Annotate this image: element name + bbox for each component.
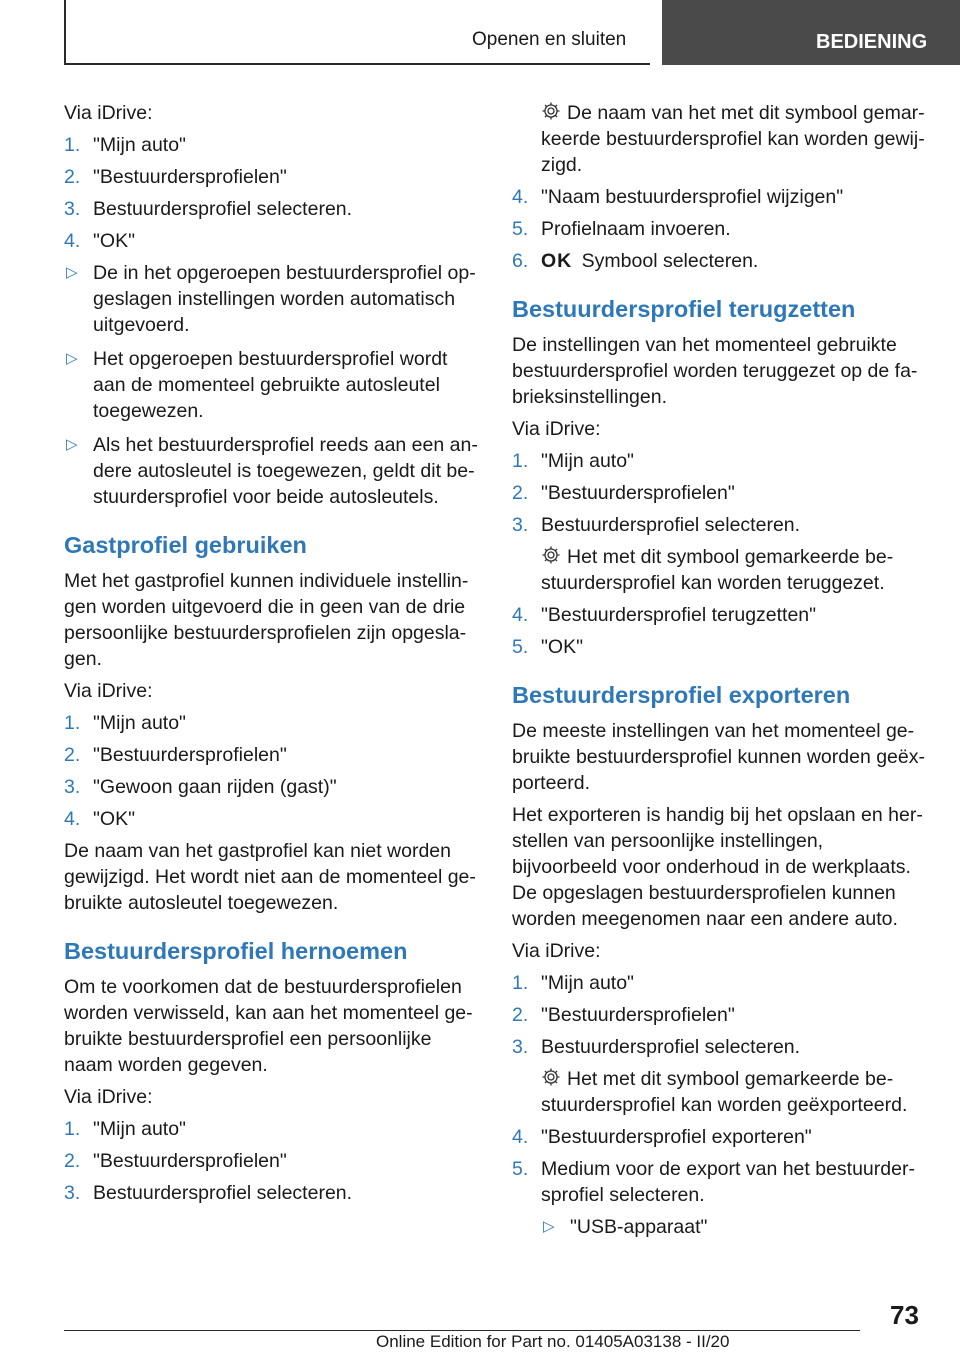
result-bullet: ▷ De in het opgeroepen bestuurdersprofiel opgeslagen instellingen worden automatisch uitgevoerd. (66, 262, 476, 336)
via-idrive-label: Via iDrive: (64, 1086, 153, 1108)
list-item: 5. "OK" (512, 636, 584, 658)
list-item: 4. "Bestuurdersprofiel exporteren" (512, 1126, 812, 1148)
list-item: 5. Medium voor de export van het bestuurdersprofiel selecteren. (512, 1158, 915, 1206)
footer-rule (64, 1330, 860, 1331)
via-idrive-label: Via iDrive: (512, 940, 601, 962)
triangle-right-icon: ▷ (543, 1218, 555, 1235)
via-idrive-label: Via iDrive: (64, 680, 153, 702)
list-item: 5. Profielnaam invoeren. (512, 218, 731, 240)
section-heading: Gastprofiel gebruiken (64, 532, 307, 558)
triangle-right-icon: ▷ (66, 350, 78, 367)
symbol-note: De naam van het met dit symbool gemarkeerde bestuurdersprofiel kan worden gewijzigd. (541, 102, 925, 176)
steps-list (512, 448, 926, 538)
gear-icon (541, 545, 561, 565)
header-left-rule (64, 0, 66, 64)
via-idrive-label: Via iDrive: (512, 418, 601, 440)
list-item: 1. "Mijn auto" (64, 712, 186, 734)
list-item: 3. Bestuurdersprofiel selecteren. (512, 514, 801, 536)
paragraph: Om te voorkomen dat de bestuurdersprofielen worden verwisseld, kan aan het momenteel gebruikte bestuurdersprofiel een persoonlijke naam worden gegeven. (64, 976, 473, 1076)
paragraph: De naam van het gastprofiel kan niet worden gewijzigd. Het wordt niet aan de momenteel gebruikte autosleutel toegewezen. (64, 840, 476, 914)
list-item: 3. Bestuurdersprofiel selecteren. (512, 1036, 801, 1058)
steps-list (512, 1124, 926, 1208)
steps-list (512, 184, 926, 274)
chapter-tab-label: BEDIENING (816, 31, 928, 53)
triangle-right-icon: ▷ (66, 436, 78, 453)
list-item: 3. "Gewoon gaan rijden (gast)" (64, 776, 337, 798)
paragraph: Het exporteren is handig bij het opslaan en herstellen van persoonlijke instellingen, bijvoorbeeld voor onderhoud in de werkplaats. De opgeslagen bestuurdersprofielen kunnen worden meegenomen naar een andere auto. (512, 804, 923, 930)
header-bottom-rule (64, 63, 650, 65)
list-item: 4. "OK" (64, 808, 136, 830)
list-item: 6. OK Symbool selecteren. (512, 250, 759, 272)
paragraph: Met het gastprofiel kunnen individuele instellingen worden uitgevoerd die in geen van de drie persoonlijke bestuurdersprofielen zijn opgeslagen. (64, 570, 469, 670)
list-item: 3. Bestuurdersprofiel selecteren. (64, 198, 353, 220)
chapter-tab (662, 0, 960, 65)
page-number: 73 (890, 1300, 919, 1330)
left-column (64, 100, 478, 1212)
section-heading: Bestuurdersprofiel hernoemen (64, 938, 408, 964)
steps-list (64, 132, 478, 254)
steps-list (64, 1116, 478, 1206)
section-heading: Bestuurdersprofiel exporteren (512, 682, 851, 708)
ok-symbol-icon: OK (541, 250, 573, 272)
gear-icon (541, 101, 561, 121)
footer-edition (376, 1332, 729, 1352)
option-bullet: ▷ "USB-apparaat" (543, 1216, 708, 1238)
list-item: 1. "Mijn auto" (64, 134, 186, 156)
list-item: 4. "OK" (64, 230, 136, 252)
symbol-note: Het met dit symbool gemarkeerde bestuurdersprofiel kan worden geëxporteerd. (541, 1068, 908, 1116)
symbol-note: Het met dit symbool gemarkeerde bestuurdersprofiel kan worden teruggezet. (541, 546, 894, 594)
list-item: 2. "Bestuurdersprofielen" (64, 166, 287, 188)
steps-list (64, 710, 478, 832)
section-heading: Bestuurdersprofiel terugzetten (512, 296, 856, 322)
header-section-title: Openen en sluiten (472, 29, 627, 50)
list-item: 3. Bestuurdersprofiel selecteren. (64, 1182, 353, 1204)
triangle-right-icon: ▷ (66, 264, 78, 281)
steps-list (512, 970, 926, 1060)
list-item: 2. "Bestuurdersprofielen" (512, 1004, 735, 1026)
gear-icon (541, 1067, 561, 1087)
result-bullet: ▷ Het opgeroepen bestuurdersprofiel wordt aan de momenteel gebruikte autosleutel toegewezen. (66, 348, 448, 422)
list-item: 2. "Bestuurdersprofielen" (64, 744, 287, 766)
paragraph: De meeste instellingen van het momenteel gebruikte bestuurdersprofiel kunnen worden geëxporteerd. (512, 720, 926, 794)
list-item: 1. "Mijn auto" (512, 972, 634, 994)
list-item: 2. "Bestuurdersprofielen" (64, 1150, 287, 1172)
right-column (512, 100, 926, 1246)
list-item: 4. "Bestuurdersprofiel terugzetten" (512, 604, 817, 626)
edition-text: Online Edition for Part no. 01405A03138 - II/20 (376, 1332, 730, 1351)
paragraph: De instellingen van het momenteel gebruikte bestuurdersprofiel worden teruggezet op de fabrieksinstellingen. (512, 334, 918, 408)
list-item: 2. "Bestuurdersprofielen" (512, 482, 735, 504)
list-item: 4. "Naam bestuurdersprofiel wijzigen" (512, 186, 844, 208)
list-item: 1. "Mijn auto" (64, 1118, 186, 1140)
via-idrive-label: Via iDrive: (64, 102, 153, 124)
steps-list (512, 602, 926, 660)
list-item: 1. "Mijn auto" (512, 450, 634, 472)
result-bullet: ▷ Als het bestuurdersprofiel reeds aan een andere autosleutel is toegewezen, geldt dit bestuurdersprofiel voor beide autosleutels. (66, 434, 478, 508)
